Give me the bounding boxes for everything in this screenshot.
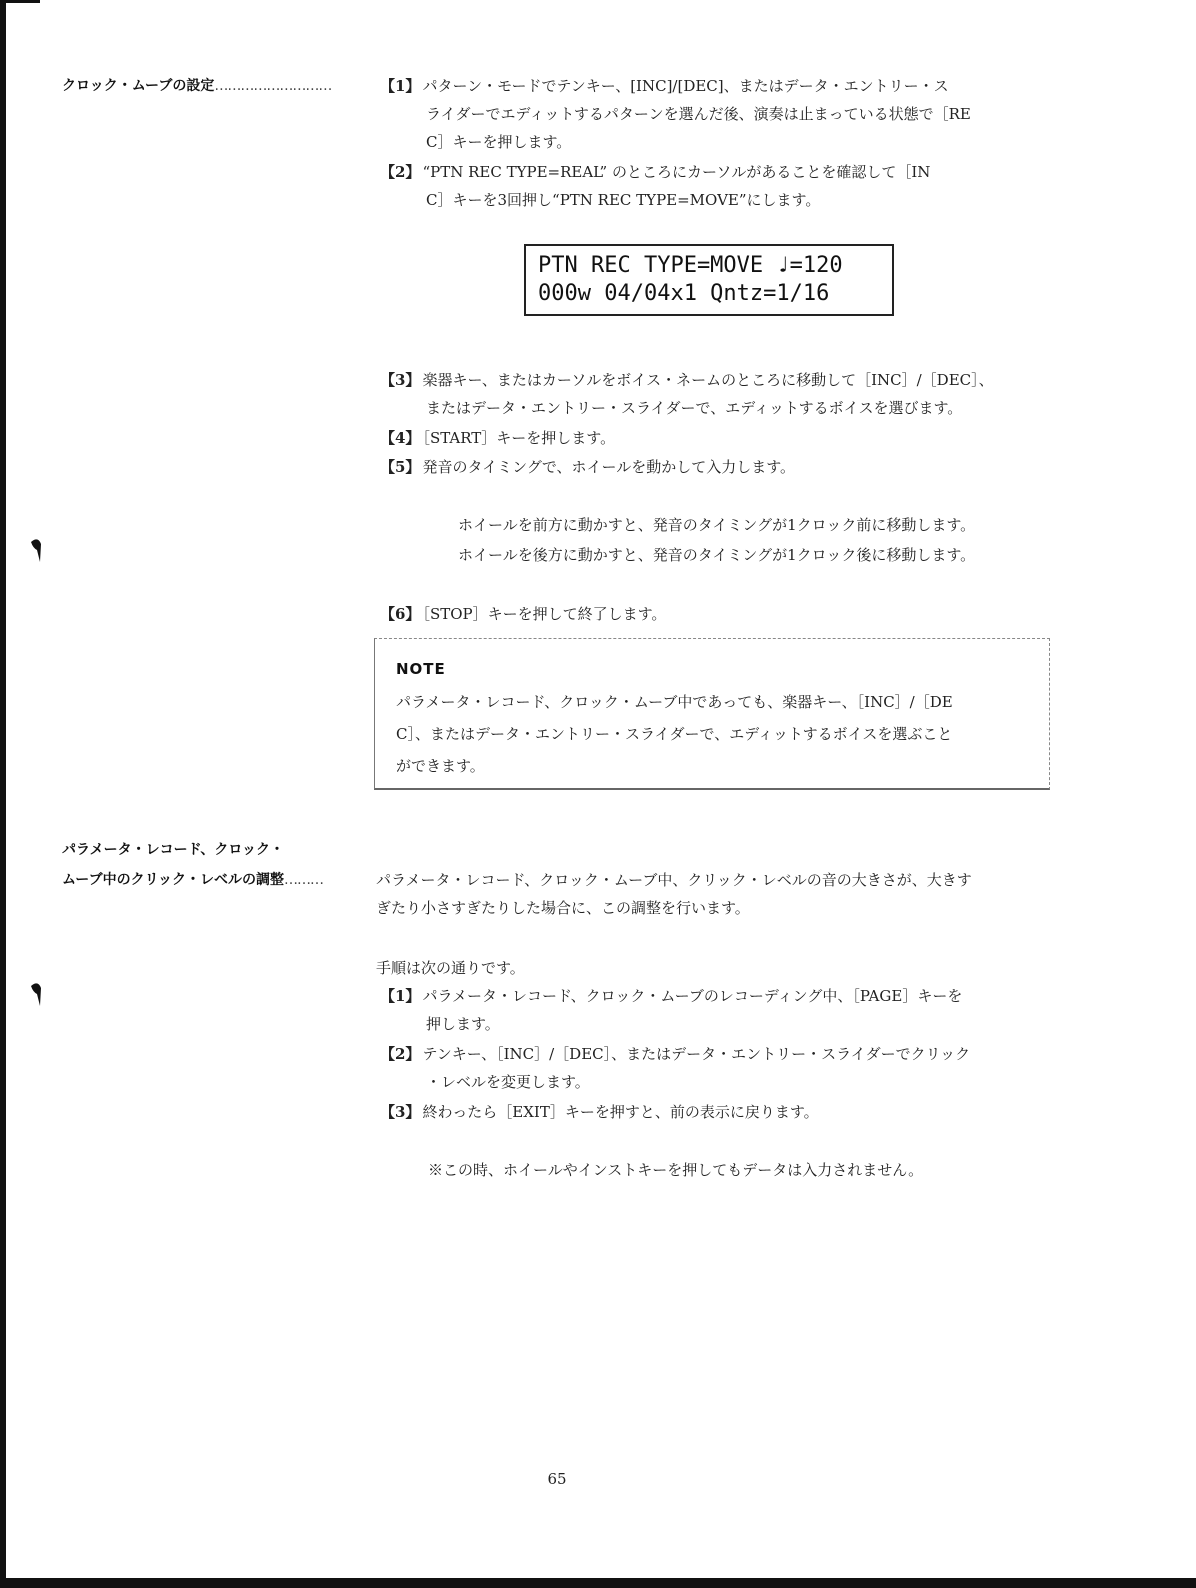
step-text: ・レベルを変更します。 xyxy=(426,1073,590,1091)
step-text: ライダーでエディットするパターンを選んだ後、演奏は止まっている状態で［RE xyxy=(426,105,971,123)
note-text xyxy=(396,686,1036,782)
intro-paragraph xyxy=(376,866,1066,922)
wheel-note: ホイールを前方に動かすと、発音のタイミングが1クロック前に移動します。 xyxy=(458,516,976,534)
dot-leader: ……… xyxy=(284,872,324,888)
step-text: 発音のタイミングで、ホイールを動かして入力します。 xyxy=(422,458,796,476)
step-text: 押します。 xyxy=(426,1015,500,1033)
dot-leader: ……………………… xyxy=(214,78,332,94)
step-item xyxy=(380,424,1070,452)
step-text: またはデータ・エントリー・スライダーで、エディットするボイスを選びます。 xyxy=(426,399,963,417)
binder-hole-mark xyxy=(30,980,42,1006)
step-item xyxy=(380,1040,1070,1096)
step-number: 【3】 xyxy=(380,1103,421,1121)
note-line: ができます。 xyxy=(396,757,485,775)
step-number: 【2】 xyxy=(380,1045,421,1063)
step-number: 【3】 xyxy=(380,371,421,389)
step-item xyxy=(380,1098,1070,1126)
step-text: テンキー、［INC］/［DEC］、またはデータ・エントリー・スライダーでクリック xyxy=(422,1045,971,1063)
step-item xyxy=(380,158,1070,214)
intro-line: パラメータ・レコード、クロック・ムーブ中、クリック・レベルの音の大きさが、大きす xyxy=(376,871,972,889)
step-item xyxy=(380,982,1070,1038)
step-text: “PTN REC TYPE=REAL” のところにカーソルがあることを確認して［IN xyxy=(422,163,931,181)
procedure-label: 手順は次の通りです。 xyxy=(376,959,525,977)
step-text: C］キーを3回押し“PTN REC TYPE=MOVE”にします。 xyxy=(426,191,821,209)
section-heading-text: ムーブ中のクリック・レベルの調整 xyxy=(62,872,285,888)
step-number: 【6】 xyxy=(380,605,421,623)
note-line: C］、またはデータ・エントリー・スライダーで、エディットするボイスを選ぶこと xyxy=(396,725,953,743)
lcd-line: 000w 04/04x1 Qntz=1/16 xyxy=(538,281,830,306)
step-text: ［STOP］キーを押して終了します。 xyxy=(422,605,667,623)
step-number: 【5】 xyxy=(380,458,421,476)
wheel-note: ホイールを後方に動かすと、発音のタイミングが1クロック後に移動します。 xyxy=(458,546,976,564)
section-heading xyxy=(62,836,284,864)
lcd-display xyxy=(524,244,894,316)
binder-hole-mark xyxy=(30,536,42,562)
step-text: C］キーを押します。 xyxy=(426,133,572,151)
page-number: 65 xyxy=(547,1470,567,1488)
note-title: NOTE xyxy=(396,660,446,678)
wheel-notes xyxy=(458,510,1058,570)
step-item xyxy=(380,366,1070,422)
section-heading xyxy=(62,866,323,894)
step-text: パラメータ・レコード、クロック・ムーブのレコーディング中、［PAGE］キーを xyxy=(422,987,963,1005)
step-number: 【1】 xyxy=(380,77,421,95)
step-number: 【4】 xyxy=(380,429,421,447)
step-text: ［START］キーを押します。 xyxy=(422,429,616,447)
step-text: 楽器キー、またはカーソルをボイス・ネームのところに移動して［INC］/［DEC］、 xyxy=(422,371,994,389)
note-line: パラメータ・レコード、クロック・ムーブ中であっても、楽器キー、［INC］/［DE xyxy=(396,693,953,711)
scan-edge-bottom xyxy=(0,1578,1196,1588)
step-item xyxy=(380,600,1070,628)
step-text: 終わったら［EXIT］キーを押すと、前の表示に戻ります。 xyxy=(422,1103,819,1121)
step-text: パターン・モードでテンキー、[INC]/[DEC]、またはデータ・エントリー・ス xyxy=(422,77,949,95)
step-number: 【1】 xyxy=(380,987,421,1005)
section-heading-text: クロック・ムーブの設定 xyxy=(62,78,215,94)
section-heading-text: パラメータ・レコード、クロック・ xyxy=(62,842,285,858)
section-heading xyxy=(62,72,331,100)
scan-edge-top xyxy=(0,0,40,3)
remark: ※この時、ホイールやインストキーを押してもデータは入力されません。 xyxy=(428,1161,924,1179)
step-number: 【2】 xyxy=(380,163,421,181)
step-item xyxy=(380,72,1070,156)
scan-edge-left xyxy=(0,0,6,1588)
step-item xyxy=(380,453,1070,481)
lcd-line: PTN REC TYPE=MOVE ♩=120 xyxy=(538,253,843,278)
intro-line: ぎたり小さすぎたりした場合に、この調整を行います。 xyxy=(376,899,750,917)
